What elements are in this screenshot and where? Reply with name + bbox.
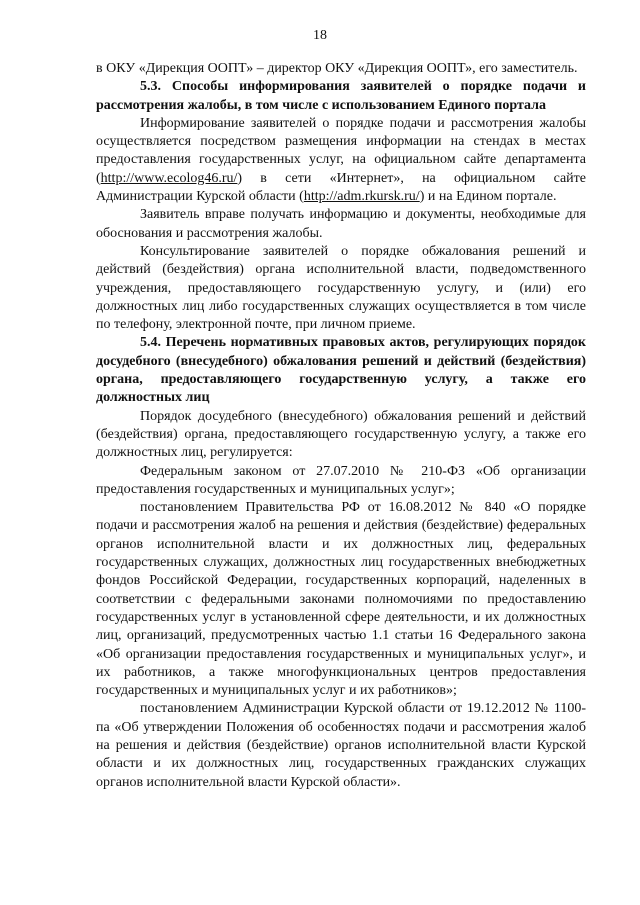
paragraph-informing-part-3: ) и на Едином портале. bbox=[419, 189, 557, 205]
paragraph-continuation: в ОКУ «Дирекция ООПТ» – директор ОКУ «Дирекция ООПТ», его заместитель. bbox=[96, 61, 578, 76]
section-heading-5-3: 5.3. Способы информирования заявителей о порядке подачи и рассмотрения жалобы, в том числе с использованием Единого портала bbox=[96, 79, 586, 113]
paragraph-government-decree: постановлением Правительства РФ от 16.08.2012 № 840 «О порядке подачи и рассмотрения жалоб на решения и действия (бездействие) федеральных органов исполнительной власти и их должностных лиц, федеральных государственных служащих, должностных лиц государственных внебюджетных фондов Российской Федерации, государственных корпораций, наделенных в соответствии с федеральными законами полномочиями по предоставлению государственных услуг в установленной сфере деятельности, и их должностных лиц, организаций, предусмотренных частью 1.1 статьи 16 Федерального закона «Об организации предоставления государственных и муниципальных услуг», и их работников, а также многофункциональных центров предоставления государственных и муниципальных услуг и их работников»; bbox=[96, 500, 586, 699]
paragraph-informing-part-1: Информирование заявителей о порядке подачи и рассмотрения жалобы осуществляется посредством размещения информации на стендах в местах предоставления государственных услуг, на официальном сайте департамента ( bbox=[96, 115, 586, 186]
paragraph-informing-part-2: ) в сети «Интернет», на официальном сайте Администрации Курской области ( bbox=[96, 170, 586, 205]
section-heading-5-4: 5.4. Перечень нормативных правовых актов, регулирующих порядок досудебного (внесудебного) обжалования решений и действий (бездействия) органа, предоставляющего государственную услугу, а также его должностных лиц bbox=[96, 335, 586, 406]
link-ecolog46[interactable]: http://www.ecolog46.ru/ bbox=[100, 170, 238, 186]
paragraph-consulting: Консультирование заявителей о порядке обжалования решений и действий (бездействия) органа исполнительной власти, подведомственного учреждения, предоставляющего государственную услугу, и (или) его должностных лиц либо государственных служащих осуществляется в том числе по телефону, электронной почте, при личном приеме. bbox=[96, 243, 586, 333]
link-adm-rkursk[interactable]: http://adm.rkursk.ru/ bbox=[303, 189, 420, 205]
paragraph-applicant-rights: Заявитель вправе получать информацию и документы, необходимые для обоснования и рассмотрения жалобы. bbox=[96, 207, 586, 241]
paragraph-appeal-procedure: Порядок досудебного (внесудебного) обжалования решений и действий (бездействия) органа, предоставляющего государственную услугу, а также его должностных лиц, регулируется: bbox=[96, 408, 586, 461]
document-body bbox=[96, 60, 586, 792]
paragraph-regional-decree: постановлением Администрации Курской области от 19.12.2012 № 1100-па «Об утверждении Положения об особенностях подачи и рассмотрения жалоб на решения и действия (бездействие) органов исполнительной власти Курской области и их должностных лиц, государственных гражданских служащих органов исполнительной власти Курской области». bbox=[96, 701, 586, 790]
page-number: 18 bbox=[313, 28, 327, 43]
paragraph-informing bbox=[96, 115, 586, 206]
paragraph-federal-law: Федеральным законом от 27.07.2010 № 210-ФЗ «Об организации предоставления государственных и муниципальных услуг»; bbox=[96, 463, 586, 497]
